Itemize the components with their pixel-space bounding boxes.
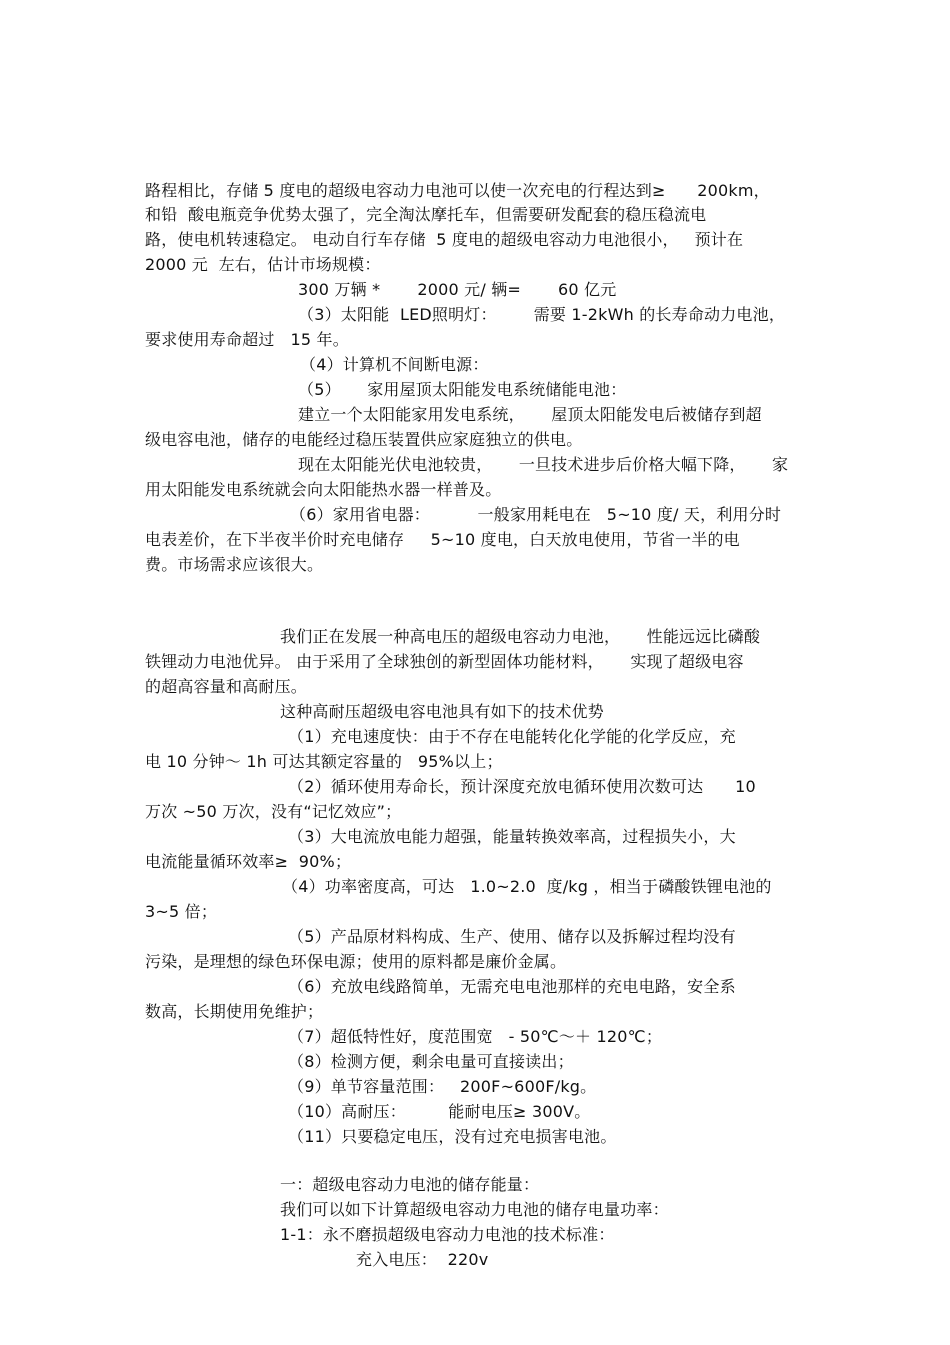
text-line: 300 万辆 * 2000 元/ 辆= 60 亿元 — [298, 280, 617, 299]
text-line: （1）充电速度快：由于不存在电能转化化学能的化学反应，充 — [288, 727, 736, 746]
text-line: （3）太阳能 LED照明灯： 需要 1-2kWh 的长寿命动力电池， — [298, 305, 786, 324]
text-line: 电流能量循环效率≥ 90%； — [145, 852, 352, 871]
text-line: （6）充放电线路简单，无需充电电池那样的充电电路，安全系 — [288, 977, 736, 996]
text-line: 路，使电机转速稳定。 电动自行车存储 5 度电的超级电容动力电池很小， 预计在 — [145, 230, 744, 249]
text-line: 污染，是理想的绿色环保电源；使用的原料都是廉价金属。 — [145, 952, 567, 971]
text-line: （4）计算机不间断电源： — [300, 355, 489, 374]
text-line: 这种高耐压超级电容电池具有如下的技术优势 — [280, 702, 605, 721]
text-line: 2000 元 左右，估计市场规模： — [145, 255, 381, 274]
text-line: 电 10 分钟～ 1h 可达其额定容量的 95%以上； — [145, 752, 503, 771]
text-line: （5） 家用屋顶太阳能发电系统储能电池： — [298, 380, 627, 399]
text-line: 万次 ~50 万次，没有“记忆效应”； — [145, 802, 402, 821]
text-line: 一：超级电容动力电池的储存能量： — [280, 1175, 540, 1194]
text-line: 路程相比，存储 5 度电的超级电容动力电池可以使一次充电的行程达到≥ 200km， — [145, 181, 770, 200]
text-line: 现在太阳能光伏电池较贵， 一旦技术进步后价格大幅下降， 家 — [298, 455, 789, 474]
text-line: 建立一个太阳能家用发电系统， 屋顶太阳能发电后被储存到超 — [298, 405, 762, 424]
text-line: （7）超低特性好，度范围宽 - 50℃～＋ 120℃； — [288, 1027, 663, 1046]
text-line: （9）单节容量范围： 200F~600F/kg。 — [288, 1077, 597, 1096]
text-line: 3~5 倍； — [145, 902, 218, 921]
text-line: 数高，长期使用免维护； — [145, 1002, 324, 1021]
text-line: 电表差价，在下半夜半价时充电储存 5~10 度电，白天放电使用，节省一半的电 — [145, 530, 740, 549]
text-line: （3）大电流放电能力超强，能量转换效率高，过程损失小，大 — [288, 827, 736, 846]
text-line: （4）功率密度高，可达 1.0~2.0 度/kg ，相当于磷酸铁锂电池的 — [282, 877, 772, 896]
text-line: 要求使用寿命超过 15 年。 — [145, 330, 349, 349]
text-line: （5）产品原材料构成、生产、使用、储存以及拆解过程均没有 — [288, 927, 736, 946]
text-line: （10）高耐压： 能耐电压≥ 300V。 — [288, 1102, 591, 1121]
text-line: 级电容电池，储存的电能经过稳压装置供应家庭独立的供电。 — [145, 430, 583, 449]
text-line: 用太阳能发电系统就会向太阳能热水器一样普及。 — [145, 480, 502, 499]
text-line: （6）家用省电器： 一般家用耗电在 5~10 度/ 天，利用分时 — [290, 505, 782, 524]
text-line: （8）检测方便，剩余电量可直接读出； — [288, 1052, 574, 1071]
text-line: 费。市场需求应该很大。 — [145, 555, 324, 574]
text-line: （11）只要稳定电压，没有过充电损害电池。 — [288, 1127, 617, 1146]
text-line: 和铅 酸电瓶竞争优势太强了，完全淘汰摩托车，但需要研发配套的稳压稳流电 — [145, 205, 707, 224]
text-line: 铁锂动力电池优异。 由于采用了全球独创的新型固体功能材料， 实现了超级电容 — [145, 652, 744, 671]
text-line: 充入电压： 220v — [356, 1250, 489, 1269]
text-line: 我们正在发展一种高电压的超级电容动力电池， 性能远远比磷酸 — [280, 627, 761, 646]
text-line: 的超高容量和高耐压。 — [145, 677, 308, 696]
text-line: 我们可以如下计算超级电容动力电池的储存电量功率： — [280, 1200, 669, 1219]
text-line: 1-1：永不磨损超级电容动力电池的技术标准： — [280, 1225, 615, 1244]
text-line: （2）循环使用寿命长，预计深度充放电循环使用次数可达 10 — [288, 777, 756, 796]
